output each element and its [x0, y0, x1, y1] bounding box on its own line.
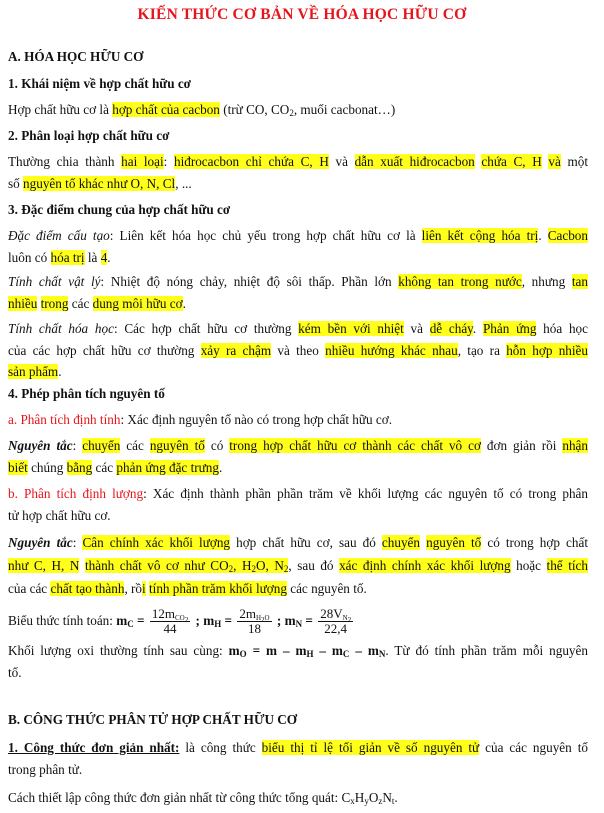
text: . — [182, 296, 186, 311]
highlight: hiđrocacbon chỉ chứa C, H — [173, 154, 329, 169]
text: , H — [233, 558, 252, 573]
highlight: nhận — [562, 438, 588, 453]
b1-line2: trong phân tử. — [8, 762, 83, 777]
subscript: 2 — [261, 616, 265, 625]
text: = — [133, 613, 148, 628]
fraction-mc — [150, 607, 190, 636]
subscript: C — [127, 619, 134, 629]
highlight: chuyển — [381, 535, 421, 550]
highlight: chất tạo thành — [50, 581, 125, 596]
highlight: và — [548, 154, 561, 169]
red-label: a. Phân tích định tính — [8, 412, 121, 427]
text: . — [218, 460, 223, 475]
highlight: i — [142, 581, 146, 596]
text: 2m — [239, 606, 256, 622]
text: : Liên kết hóa học chủ yếu trong hợp chất hữu cơ là — [109, 228, 422, 243]
highlight: biết — [8, 460, 28, 475]
section-a-heading: A. HÓA HỌC HỮU CƠ — [8, 49, 144, 64]
text: và — [328, 154, 355, 169]
italic-label: Tính chất hóa học — [8, 321, 114, 336]
highlight — [85, 558, 288, 573]
underlined-heading: 1. Công thức đơn giản nhất: — [8, 740, 180, 755]
denominator: 44 — [163, 621, 177, 637]
text: của các nguyên tố — [479, 740, 588, 755]
highlight: nguyên tố khác như O, N, Cl — [23, 176, 176, 191]
formula-line — [8, 604, 588, 638]
text: : Xác định nguyên tố nào có trong hợp chất hữu cơ. — [120, 412, 393, 427]
highlight: dung môi hữu cơ — [92, 296, 183, 311]
fraction-mh — [237, 607, 271, 636]
text: và theo — [271, 343, 326, 358]
s3-heading: 3. Đặc điểm chung của hợp chất hữu cơ — [8, 202, 231, 217]
numerator — [318, 606, 353, 625]
s4-a-line — [8, 412, 588, 427]
subscript: 2 — [289, 108, 294, 118]
text: thành chất vô cơ như CO — [84, 558, 229, 573]
subscript: 2 — [184, 616, 189, 625]
text: ; — [192, 613, 204, 628]
text: 12m — [151, 606, 175, 622]
text: hoặc — [510, 558, 547, 573]
highlight: dẫn xuất hiđrocacbon — [354, 154, 475, 169]
s3-p1-line1 — [8, 228, 588, 243]
text: N — [342, 614, 348, 623]
text: 28V — [320, 606, 343, 622]
highlight: trong — [40, 296, 69, 311]
text: , sau đó — [288, 558, 340, 573]
bold-italic-label: Nguyên tắc — [8, 438, 73, 453]
highlight: xảy ra chậm — [200, 343, 272, 358]
text: m — [116, 613, 128, 628]
s2-text-line1 — [8, 154, 588, 169]
text: = m – m — [246, 643, 307, 658]
s3-p2-line2 — [8, 296, 588, 311]
b1-line1 — [8, 740, 588, 755]
highlight: dễ cháy — [429, 321, 473, 336]
s3-p3-line2 — [8, 343, 588, 358]
s3-p3-line1 — [8, 321, 588, 336]
text: Cách thiết lập công thức đơn giản nhất từ công thức tổng quát: C — [8, 790, 351, 805]
highlight: không tan trong nước — [398, 274, 522, 289]
highlight: xác định chính xác khối lượng — [339, 558, 511, 573]
italic-label: Tính chất vật lý — [8, 274, 101, 289]
highlight: nguyên tố — [426, 535, 482, 550]
highlight: biểu thị tỉ lệ tối giản về số nguyên tử — [261, 740, 480, 755]
text: luôn có — [8, 250, 51, 265]
text: , rồ — [124, 581, 143, 596]
text: O — [368, 790, 379, 805]
text: có — [204, 438, 230, 453]
text: một — [560, 154, 589, 169]
highlight: như C, H, N — [8, 558, 80, 573]
text: = — [302, 613, 317, 628]
text: H — [255, 614, 262, 623]
text: là — [84, 250, 101, 265]
text: = — [221, 613, 236, 628]
b-last-line — [8, 790, 588, 805]
highlight: tính phần trăm khối lượng — [149, 581, 287, 596]
highlight: nguyên tố — [149, 438, 205, 453]
text: O, N — [255, 558, 284, 573]
highlight: kém bền với nhiệt — [298, 321, 404, 336]
section-b-heading: B. CÔNG THỨC PHÂN TỬ HỢP CHẤT HỮU CƠ — [8, 712, 298, 727]
s4-b-line1 — [8, 486, 588, 501]
text: O — [264, 614, 270, 623]
text: và — [403, 321, 430, 336]
highlight: sản phẩm — [8, 364, 59, 379]
s3-p2-line1 — [8, 274, 588, 289]
s4-b-line2: tử hợp chất hữu cơ. — [8, 508, 111, 523]
text: . — [394, 790, 398, 805]
text: N — [382, 790, 392, 805]
text: là công thức — [179, 740, 262, 755]
highlight: chứa C, H — [481, 154, 542, 169]
text: m — [203, 613, 215, 628]
highlight: phản ứng đặc trưng — [116, 460, 219, 475]
text: : Các hợp chất hữu cơ thường — [113, 321, 299, 336]
text: , tạo ra — [457, 343, 507, 358]
numerator — [237, 606, 271, 625]
oxy-line1 — [8, 643, 588, 658]
highlight: nhiều — [8, 296, 38, 311]
text: (trừ CO, CO — [219, 102, 290, 117]
text: Biểu thức tính toán: — [8, 613, 117, 628]
subscript: 2 — [251, 564, 256, 574]
highlight: hỗn hợp nhiều — [506, 343, 589, 358]
highlight: Cacbon — [547, 228, 588, 243]
text: các — [120, 438, 150, 453]
highlight: 4 — [100, 250, 108, 265]
subscript: H — [214, 619, 222, 629]
s3-p1-line2 — [8, 250, 588, 265]
text: Khối lượng oxi thường tính sau cùng: — [8, 643, 229, 658]
text: hợp chất hữu cơ, sau đó — [230, 535, 382, 550]
text: . Từ đó tính phần trăm mỗi nguyên — [385, 643, 588, 658]
text: của các hợp chất hữu cơ thường — [8, 343, 201, 358]
text: : — [163, 154, 174, 169]
text: – m — [349, 643, 379, 658]
italic-label: Đặc điểm cấu tạo — [8, 228, 110, 243]
s4-pb-line2 — [8, 558, 588, 573]
red-label: b. Phân tích định lượng — [8, 486, 144, 501]
s1-heading: 1. Khái niệm về hợp chất hữu cơ — [8, 76, 191, 91]
highlight: thể tích — [546, 558, 588, 573]
subscript: 2 — [347, 616, 352, 625]
highlight: Cân chính xác khối lượng — [82, 535, 231, 550]
fraction-mn — [318, 607, 353, 636]
subscript: N — [378, 649, 386, 659]
text: m — [284, 613, 296, 628]
highlight: bằng — [66, 460, 93, 475]
subscript: 2 — [228, 564, 234, 574]
highlight: hợp chất của cacbon — [112, 102, 220, 117]
text: . — [472, 321, 483, 336]
subscript: O — [239, 649, 247, 659]
subscript: t — [391, 796, 395, 806]
s4-pa-line1 — [8, 438, 588, 453]
text: . — [538, 228, 548, 243]
text: hóa học — [536, 321, 588, 336]
highlight: trong hợp chất hữu cơ thành các chất vô cơ — [229, 438, 481, 453]
subscript: 2 — [283, 564, 289, 574]
highlight: chuyển — [82, 438, 121, 453]
denominator: 22,4 — [324, 621, 348, 637]
s4-pb-line1 — [8, 535, 588, 550]
subscript: C — [342, 649, 350, 659]
text: đơn giản rồi — [480, 438, 563, 453]
numerator — [150, 606, 190, 625]
highlight: hai loại — [121, 154, 164, 169]
text: có trong hợp chất — [481, 535, 588, 550]
subscript: x — [350, 796, 355, 806]
highlight: hóa trị — [50, 250, 85, 265]
bold-italic-label: Nguyên tắc — [8, 535, 73, 550]
text: các nguyên tố. — [286, 581, 367, 596]
s3-p3-line3 — [8, 364, 588, 379]
subscript: N — [295, 619, 303, 629]
page-title: KIẾN THỨC CƠ BẢN VỀ HÓA HỌC HỮU CƠ — [137, 6, 467, 23]
s4-pb-line3 — [8, 581, 588, 596]
text: , muối cacbonat…) — [293, 102, 396, 117]
text: . — [58, 364, 62, 379]
denominator: 18 — [247, 621, 261, 637]
text: CO — [174, 614, 185, 623]
highlight: liên kết cộng hóa trị — [421, 228, 539, 243]
text: , ... — [175, 176, 192, 191]
subscript: y — [364, 796, 369, 806]
text: các — [68, 296, 93, 311]
text: chúng — [27, 460, 67, 475]
s1-text — [8, 102, 588, 117]
text: các — [92, 460, 117, 475]
text: : — [72, 535, 83, 550]
highlight: nhiều hướng khác nhau — [325, 343, 458, 358]
text: m — [228, 643, 240, 658]
text: H — [354, 790, 365, 805]
subscript: H — [306, 649, 314, 659]
text: : Xác định thành phần phần trăm về khối lượng các nguyên tố có trong phân — [143, 486, 588, 501]
s4-heading: 4. Phép phân tích nguyên tố — [8, 386, 165, 401]
s2-heading: 2. Phân loại hợp chất hữu cơ — [8, 128, 170, 143]
text: : — [72, 438, 83, 453]
s4-pa-line2 — [8, 460, 588, 475]
text: : Nhiệt độ nóng chảy, nhiệt độ sôi thấp. Phần lớn — [100, 274, 399, 289]
s2-text-line2 — [8, 176, 588, 191]
text: số — [8, 176, 24, 191]
text: ; — [273, 613, 285, 628]
text: Hợp chất hữu cơ là — [8, 102, 113, 117]
highlight: tan — [571, 274, 588, 289]
text: – m — [313, 643, 343, 658]
text: Thường chia thành — [8, 154, 122, 169]
highlight: Phản ứng — [482, 321, 537, 336]
text: . — [107, 250, 111, 265]
oxy-line2: tố. — [8, 665, 22, 680]
subscript: z — [378, 796, 383, 806]
text: của các — [8, 581, 51, 596]
text: , nhưng — [521, 274, 572, 289]
